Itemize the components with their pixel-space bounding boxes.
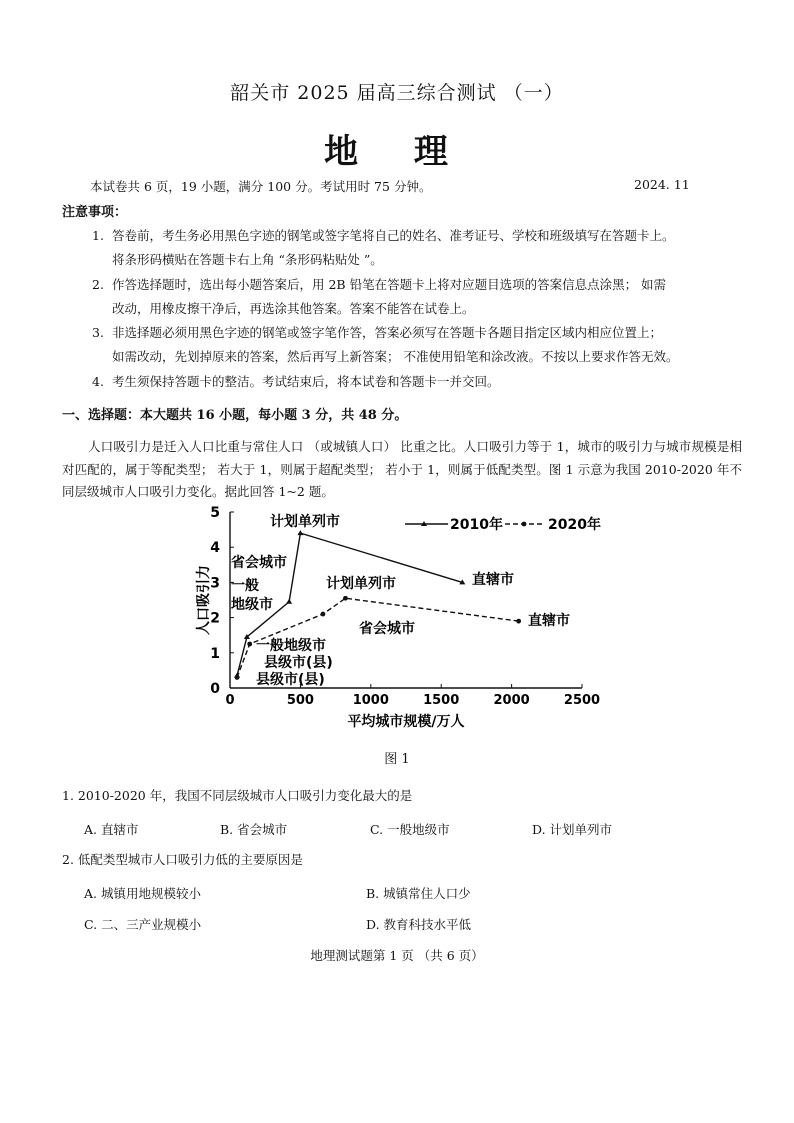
notice-list (92, 224, 752, 394)
notice-item (92, 224, 752, 273)
data-annotation: 直辖市 (472, 572, 514, 588)
y-tick-label: 4 (210, 540, 220, 557)
question-1-option-d[interactable]: D. 计划单列市 (532, 822, 613, 837)
notice-heading: 注意事项： (62, 205, 128, 220)
legend-2020-marker (522, 522, 527, 527)
legend-2010-label: 2010年 (450, 517, 503, 533)
reading-passage: 人口吸引力是迁入人口比重与常住人口 （或城镇人口） 比重之比。人口吸引力等于 1，城市的吸引力与城市规模是相对匹配的，属于等配类型； 若大于 1，则属于超配类型； 若小于 1，则属于低配类型。图 1 示意为我国 2010-2020 年不同层级城市人口吸引力变化。据此回答 1~2 题。 (62, 439, 742, 499)
figure-caption: 图 1 (384, 752, 410, 767)
x-tick-label: 500 (286, 693, 314, 708)
notice-line: 如需改动，先划掉原来的答案，然后再写上新答案； 不准使用铅笔和涂改液。不按以上要求作答无效。 (112, 349, 679, 365)
data-annotation: 省会城市 (359, 621, 415, 637)
y-tick-label: 2 (210, 610, 220, 627)
exam-date: 2024. 11 (634, 177, 690, 192)
notice-item (92, 370, 752, 394)
notice-item (92, 273, 752, 322)
notice-number: 2. (92, 276, 104, 292)
x-tick-label: 1500 (423, 693, 460, 708)
data-annotation: 计划单列市 (270, 514, 340, 530)
exam-title: 韶关市 2025 届高三综合测试 （一） (230, 82, 564, 104)
notice-line: 作答选择题时，选出每小题答案后，用 2B 铅笔在答题卡上将对应题目选项的答案信息点涂黑； 如需 (112, 276, 667, 292)
question-2-option-c[interactable]: C. 二、三产业规模小 (84, 917, 202, 932)
data-point-2010 (297, 530, 303, 535)
legend-2020-label: 2020年 (548, 517, 601, 533)
page-footer: 地理测试题第 1 页 （共 6 页） (310, 948, 484, 963)
y-tick-label: 5 (210, 505, 220, 521)
data-annotation: 省会城市 (231, 555, 287, 571)
y-tick-label: 1 (210, 645, 220, 662)
data-point-2020 (516, 619, 521, 624)
section-heading: 一、选择题：本大题共 16 小题，每小题 3 分，共 48 分。 (62, 408, 408, 423)
question-2-option-b[interactable]: B. 城镇常住人口少 (366, 886, 471, 901)
question-2-option-a[interactable]: A. 城镇用地规模较小 (84, 886, 201, 901)
notice-line: 改动，用橡皮擦干净后，再选涂其他答案。答案不能答在试卷上。 (112, 300, 475, 316)
data-annotation: 计划单列市 (326, 576, 396, 592)
x-tick-label: 0 (225, 693, 235, 708)
question-2-stem: 2. 低配类型城市人口吸引力低的主要原因是 (62, 852, 303, 867)
data-point-2020 (247, 642, 252, 647)
population-attraction-chart (196, 500, 610, 732)
question-1-option-a[interactable]: A. 直辖市 (84, 822, 139, 837)
notice-number: 1. (92, 228, 104, 243)
notice-line: 非选择题必须用黑色字迹的钢笔或签字笔作答，答案必须写在答题卡各题目指定区域内相应位置上； (112, 325, 663, 341)
data-point-2020 (321, 612, 326, 617)
data-annotation: 县级市(县) (264, 655, 333, 671)
x-tick-label: 1000 (352, 693, 389, 708)
question-1-option-b[interactable]: B. 省会城市 (220, 822, 288, 837)
subject-title: 地 理 (324, 132, 470, 172)
x-tick-label: 2000 (493, 693, 530, 708)
question-1-stem: 1. 2010-2020 年，我国不同层级城市人口吸引力变化最大的是 (62, 788, 413, 803)
data-annotation: 一般地级市 (256, 638, 326, 654)
exam-intro: 本试卷共 6 页，19 小题，满分 100 分。考试用时 75 分钟。 (90, 179, 432, 194)
question-2-option-d[interactable]: D. 教育科技水平低 (366, 917, 472, 932)
data-annotation: 地级市 (231, 597, 273, 613)
notice-number: 3. (92, 325, 104, 341)
data-annotation: 直辖市 (528, 613, 570, 629)
y-axis-label: 人口吸引力 (196, 565, 212, 635)
data-point-2020 (235, 675, 240, 680)
notice-line: 将条形码横贴在答题卡右上角 “条形码粘贴处 ”。 (112, 252, 383, 268)
notice-line: 答卷前，考生务必用黑色字迹的钢笔或签字笔将自己的姓名、准考证号、学校和班级填写在答题卡上。 (112, 228, 675, 243)
y-tick-label: 3 (210, 575, 220, 592)
data-annotation: 县级市(县) (256, 672, 325, 688)
notice-line: 考生须保持答题卡的整洁。考试结束后，将本试卷和答题卡一并交回。 (112, 373, 500, 389)
notice-item (92, 321, 752, 370)
data-point-2010 (286, 599, 292, 604)
x-axis-label: 平均城市规模/万人 (347, 714, 465, 730)
x-tick-label: 2500 (563, 693, 601, 708)
notice-number: 4. (92, 373, 104, 389)
data-annotation: 一般 (231, 578, 259, 594)
question-1-option-c[interactable]: C. 一般地级市 (370, 822, 450, 837)
y-tick-label: 0 (210, 681, 220, 697)
figure-1 (196, 500, 610, 736)
data-point-2020 (343, 596, 348, 601)
